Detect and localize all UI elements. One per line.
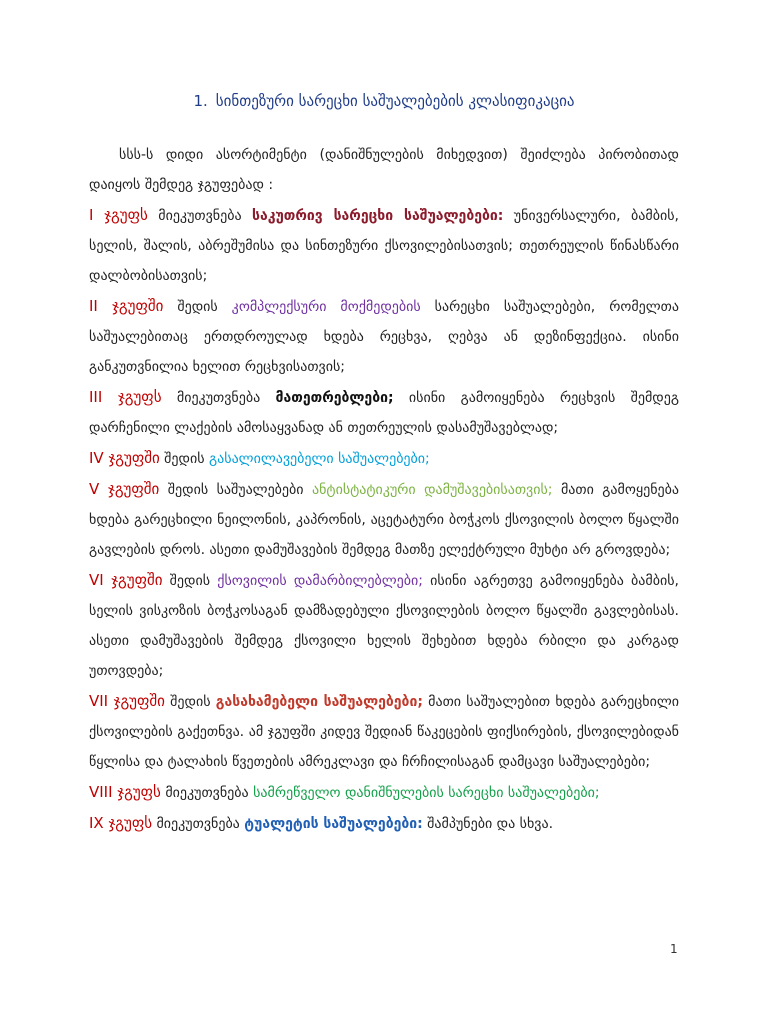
group-text-before: მიეკუთვნება: [152, 816, 245, 832]
group-text-after: უნივერსალური, ბამბის, სელის, შალის, აბრეშუმისა და სინთეზური ქსოვილებისათვის; თეთრეულის წინასწარი დალბობისათვის;: [89, 208, 679, 284]
group-highlight: სამრეწველო დანიშნულების სარეცხი საშუალებები;: [253, 785, 600, 801]
group-text-before: შედის: [163, 299, 232, 315]
group-paragraph-6: [89, 565, 679, 686]
group-label: VIII ჯგუფს: [89, 783, 161, 801]
group-highlight: საკუთრივ სარეცხი საშუალებები:: [252, 208, 504, 224]
group-text-before: შედის: [164, 694, 216, 710]
group-highlight: ანტისტატიკური დამუშავებისათვის;: [311, 482, 553, 498]
group-label: IX ჯგუფს: [89, 814, 153, 832]
group-label: I ჯგუფს: [89, 206, 148, 224]
group-highlight: კომპლექსური მოქმედების: [231, 299, 421, 315]
group-text-after: სარეცხი საშუალებები, რომელთა საშუალებითაც ერთდროულად ხდება რეცხვა, ღებვა ან დეზინფექცია. ისინი განკუთვნილია ხელით რეცხვისათვის;: [89, 299, 679, 375]
group-text-after: მათი საშუალებით ხდება გარეცხილი ქსოვილების გაქეთნვა. ამ ჯგუფში კიდევ შედიან წაკეცების ფიქსირების, ქსოვილებიდან წყლისა და ტალახის წვეთების ამრეკლავი და ჩრჩილისაგან დამცავი საშუალებები;: [89, 694, 679, 770]
group-text-before: მიეკუთვნება: [147, 208, 253, 224]
group-text-before: შედის საშუალებები: [159, 482, 312, 498]
group-highlight: ტუალეტის საშუალებები:: [244, 816, 423, 832]
group-text-after: მათი გამოყენება ხდება გარეცხილი ნეილონის, კაპრონის, აცეტატური ბოჭკოს ქსოვილის ბოლო წყალში გავლების დროს. ასეთი დამუშავების შემდეგ მათზე ელექტრული მუხტი არ გროვდება;: [89, 482, 679, 558]
group-label: II ჯგუფში: [89, 297, 164, 315]
group-paragraph-8: [89, 777, 679, 808]
group-label: V ჯგუფში: [89, 480, 160, 498]
group-label: IV ჯგუფში: [89, 449, 160, 467]
group-paragraph-9: [89, 808, 679, 839]
group-text-before: შედის: [162, 573, 218, 589]
group-text-after: ისინი გამოიყენება რეცხვის შემდეგ დარჩენილი ლაქების ამოსაყვანად ან თეთრეულის დასამუშავებლად;: [89, 390, 679, 436]
group-text-before: შედის: [159, 451, 210, 467]
group-paragraph-7: [89, 686, 679, 777]
group-label: VI ჯგუფში: [89, 571, 163, 589]
group-paragraph-3: [89, 382, 679, 443]
group-highlight: გასახამებელი საშუალებები;: [215, 694, 423, 710]
document-body: [89, 140, 679, 839]
group-label: VII ჯგუფში: [89, 692, 165, 710]
page-number: 1: [670, 942, 678, 956]
group-text-after: შამპუნები და სხვა.: [422, 816, 554, 832]
group-highlight: ქსოვილის დამარბილებლები;: [217, 573, 423, 589]
title-text: სინთეზური სარეცხი საშუალებების კლასიფიკაცია: [215, 92, 575, 110]
page-title: [0, 92, 768, 110]
title-number: 1.: [193, 92, 208, 110]
group-highlight: მათეთრებლები;: [275, 390, 394, 406]
group-text-before: მიეკუთვნება: [161, 390, 276, 406]
group-paragraph-1: [89, 200, 679, 291]
group-paragraph-5: [89, 474, 679, 565]
intro-paragraph: სსს-ს დიდი ასორტიმენტი (დანიშნულების მიხედვით) შეიძლება პირობითად დაიყოს შემდეგ ჯგუფებად :: [89, 147, 679, 193]
group-text-before: მიეკუთვნება: [160, 785, 254, 801]
group-paragraph-4: [89, 443, 679, 474]
group-highlight: გასალილავებელი საშუალებები;: [209, 451, 430, 467]
group-paragraph-2: [89, 291, 679, 382]
group-text-after: ისინი აგრეთვე გამოიყენება ბამბის, სელის ვისკოზის ბოჭკოსაგან დამზადებული ქსოვილების ბოლო წყალში გავლებისას. ასეთი დამუშავების შემდეგ ქსოვილი ხელის შეხებით ხდება რბილი და კარგად უთოვდება;: [89, 573, 679, 679]
group-label: III ჯგუფს: [89, 388, 162, 406]
